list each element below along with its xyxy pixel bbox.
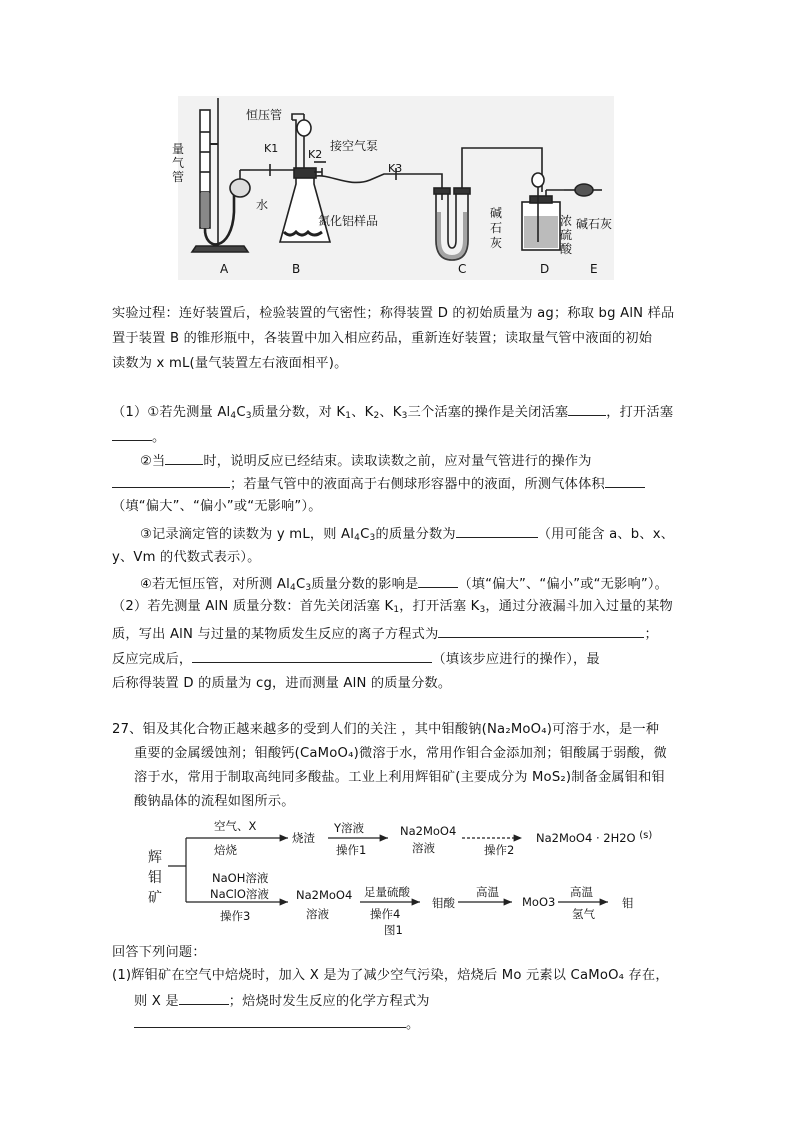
letter-d: D: [540, 262, 550, 276]
q2-line-4: 后称得装置 D 的质量为 cg，进而测量 AlN 的质量分数。: [112, 676, 452, 691]
q2-line-2: 质，写出 AlN 与过量的某物质发生反应的离子方程式为 ；: [112, 624, 658, 644]
label-k3: K3: [388, 162, 403, 175]
flow-op3: 操作3: [220, 909, 251, 923]
label-hengyaguan: 恒压管: [246, 108, 283, 122]
flow-air-x: 空气、X: [214, 819, 257, 833]
flow-solution-top: 溶液: [412, 841, 435, 855]
q1-line-5: （填“偏大”、“偏小”或“无影响”）。: [112, 499, 322, 514]
flow-na2moo4-bottom: Na2MoO4: [296, 888, 353, 902]
label-sample: 氮化铝样品: [318, 214, 379, 228]
q1-line-2: 。: [112, 427, 165, 447]
blank-volume-effect[interactable]: [605, 474, 645, 488]
flow-start-char-2: 钼: [148, 870, 162, 886]
flow-mo: 钼: [622, 896, 634, 910]
blank-reaction-end[interactable]: [165, 451, 203, 465]
label-water: 水: [256, 198, 269, 212]
blank-mass-fraction[interactable]: [456, 524, 538, 538]
answer-line-3: 。: [134, 1014, 419, 1034]
flow-na2moo4-top: Na2MoO4: [400, 824, 457, 838]
flow-high-temp-1: 高温: [476, 885, 499, 899]
flow-naoh: NaOH溶液: [212, 871, 269, 885]
blank-roast-equation[interactable]: [134, 1014, 406, 1028]
answer-heading: 回答下列问题：: [112, 945, 206, 960]
letter-c: C: [458, 262, 467, 276]
label-air-pump: 接空气泵: [330, 139, 379, 153]
flow-slag: 烧渣: [292, 831, 315, 845]
q27-line-2: 重要的金属缓蚀剂；钼酸钙(CaMoO₄)微溶于水，常用作钼合金添加剂；钼酸属于弱酸，微: [134, 746, 667, 761]
flow-hydrogen: 氢气: [572, 907, 595, 921]
flow-molybdic-acid: 钼酸: [432, 896, 455, 910]
letter-a: A: [220, 262, 229, 276]
flow-product: Na2MoO4 · 2H2O (s): [536, 830, 653, 845]
flow-h2so4: 足量硫酸: [364, 885, 410, 899]
flow-op2: 操作2: [484, 843, 515, 857]
answer-line-2: 则 X 是 ；焙烧时发生反应的化学方程式为: [134, 991, 430, 1011]
q27-line-4: 酸钠晶体的流程如图所示。: [134, 794, 295, 809]
q2-line-1: （2）若先测量 AlN 质量分数：首先关闭活塞 $K_1$，打开活塞 $K_3$，通过分液漏斗加入过量的某物: [112, 599, 673, 615]
label-k1: K1: [264, 142, 279, 155]
blank-next-operation[interactable]: [192, 649, 432, 663]
letter-e: E: [590, 262, 598, 276]
q1-line-4: ；若量气管中的液面高于右侧球形容器中的液面，所测气体体积: [112, 474, 645, 494]
q1-line-7: y、Vm 的代数式表示）。: [112, 550, 261, 565]
flow-naclo: NaClO溶液: [210, 887, 269, 901]
flow-start-char-1: 辉: [148, 850, 162, 866]
label-soda-lime-e: 碱石灰: [576, 217, 613, 231]
procedure-line-2: 置于装置 B 的锥形瓶中，各装置中加入相应药品，重新连好装置；读取量气管中液面的初始: [112, 331, 653, 346]
flow-y-solution: Y溶液: [334, 821, 365, 835]
flow-op1: 操作1: [336, 843, 367, 857]
label-k2: K2: [308, 148, 323, 161]
blank-no-pressure-tube[interactable]: [418, 574, 458, 588]
flow-solution-bottom: 溶液: [306, 907, 329, 921]
q1-line-1: （1）①若先测量 $Al_4C_3$质量分数，对 $K_1$、$K_2$、$K_3$三个活塞的操作是关闭活塞 ，打开活塞: [112, 402, 673, 422]
flow-start: [148, 848, 164, 908]
label-soda-lime-c: 碱石灰: [490, 206, 503, 250]
q27-line-1: 27、钼及其化合物正越来越多的受到人们的关注 ，其中钼酸钠(Na₂MoO₄)可溶于水，是一种: [112, 722, 660, 737]
flow-moo3: MoO3: [522, 895, 556, 909]
flow-op4: 操作4: [370, 907, 401, 921]
blank-x-identity[interactable]: [179, 991, 229, 1005]
letter-b: B: [292, 262, 301, 276]
blank-burette-operation[interactable]: [112, 474, 230, 488]
flow-caption: 图1: [384, 923, 403, 937]
procedure-line-3: 读数为 x mL(量气装置左右液面相平)。: [112, 356, 348, 371]
q1-line-8: ④若无恒压管，对所测 $Al_4C_3$质量分数的影响是 （填“偏大”、“偏小”或“无影响”）。: [140, 574, 668, 594]
flow-roast: 焙烧: [214, 843, 237, 857]
flow-high-temp-2: 高温: [570, 885, 593, 899]
q27-line-3: 溶于水，常用于制取高纯同多酸盐。工业上利用辉钼矿(主要成分为 MoS₂)制备金属钼和钼: [134, 770, 665, 785]
q1-line-6: ③记录滴定管的读数为 y mL，则 $Al_4C_3$的质量分数为 （用可能含 a、b、x、: [140, 524, 674, 544]
label-liangqiguan: 量气管: [172, 142, 185, 184]
answer-line-1: (1)辉钼矿在空气中焙烧时，加入 X 是为了减少空气污染，焙烧后 Mo 元素以 CaMoO₄ 存在，: [112, 968, 669, 983]
apparatus-diagram: [170, 92, 620, 284]
flow-start-char-3: 矿: [148, 890, 162, 906]
procedure-line-1: 实验过程：连好装置后，检验装置的气密性；称得装置 D 的初始质量为 ag；称取 bg AlN 样品: [112, 306, 675, 321]
q2-line-3: 反应完成后， （填该步应进行的操作），最: [112, 649, 600, 669]
label-conc-h2so4: 浓硫酸: [560, 214, 573, 256]
q1-line-3: ②当 时，说明反应已经结束。读取读数之前，应对量气管进行的操作为: [140, 451, 592, 471]
blank-ionic-equation[interactable]: [438, 624, 644, 638]
blank-close-valve[interactable]: [568, 402, 606, 416]
blank-open-valve[interactable]: [112, 427, 152, 441]
